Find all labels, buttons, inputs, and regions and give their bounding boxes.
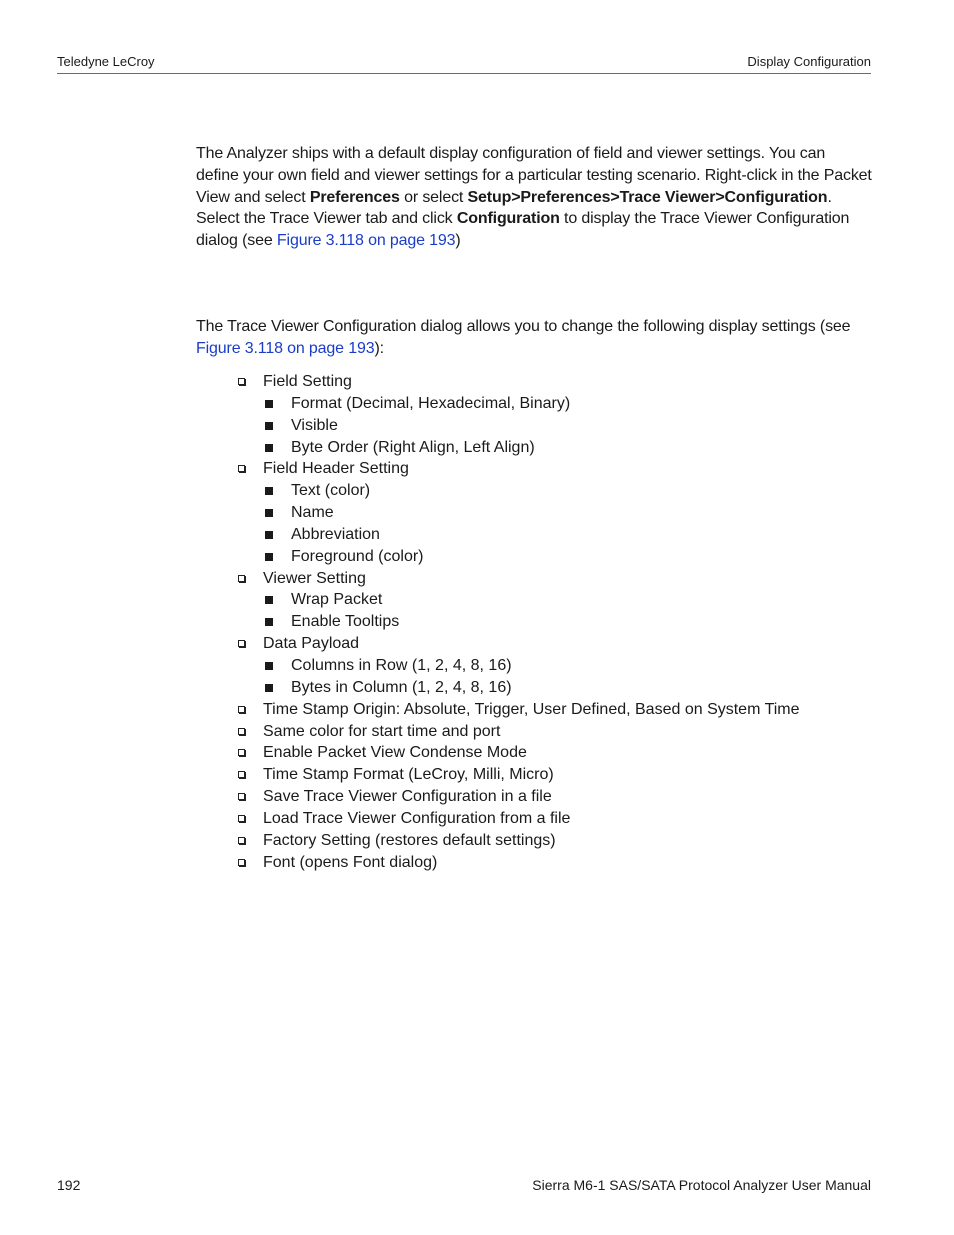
page-number: 192: [57, 1177, 81, 1193]
list-item: [237, 458, 800, 480]
text-run: The Analyzer ships with a default display configuration of field and viewer settings. You can define your own field and viewer settings for a particular testing scenario. Right-click in the Packet View and select: [196, 145, 872, 206]
list-item-label: Same color for start time and port: [263, 722, 501, 740]
list-item-label: Data Payload: [263, 635, 360, 653]
list-item-label: Abbreviation: [291, 525, 380, 543]
checkbox-bullet-icon: [238, 575, 245, 582]
header-company: Teledyne LeCroy: [57, 54, 155, 69]
list-item-label: Field Setting: [263, 373, 352, 390]
checkbox-bullet-icon: [238, 640, 245, 647]
list-item: [237, 699, 800, 721]
square-bullet-icon: [265, 422, 273, 430]
sub-list-item: [237, 480, 800, 502]
sub-list-item: [237, 677, 800, 699]
text-run: The Trace Viewer Configuration dialog allows you to change the following display settings (see: [196, 318, 851, 335]
list-item-label: Foreground (color): [291, 547, 424, 565]
list-item-label: Factory Setting (restores default settings): [263, 831, 556, 849]
sub-list-item: [237, 546, 800, 568]
list-item-label: Load Trace Viewer Configuration from a file: [263, 809, 571, 827]
bold-configuration: Configuration: [456, 210, 560, 228]
list-item: [237, 721, 800, 743]
list-item: [237, 808, 800, 830]
list-item-label: Format (Decimal, Hexadecimal, Binary): [291, 394, 571, 412]
text-run: ): [455, 232, 461, 250]
square-bullet-icon: [265, 487, 273, 495]
list-item: [237, 568, 800, 590]
square-bullet-icon: [265, 553, 273, 561]
list-item-label: Byte Order (Right Align, Left Align): [291, 438, 535, 456]
list-item-label: Name: [291, 504, 334, 522]
checkbox-bullet-icon: [238, 837, 245, 844]
settings-paragraph: [196, 316, 872, 360]
bold-menu-path: Setup>Preferences>Trace Viewer>Configuration: [467, 188, 828, 206]
checkbox-bullet-icon: [238, 815, 245, 822]
settings-list: [237, 371, 800, 873]
intro-paragraph: [196, 143, 872, 252]
checkbox-bullet-icon: [238, 771, 245, 778]
checkbox-bullet-icon: [238, 749, 245, 756]
square-bullet-icon: [265, 684, 273, 692]
checkbox-bullet-icon: [238, 793, 245, 800]
checkbox-bullet-icon: [238, 706, 245, 713]
list-item-label: Enable Packet View Condense Mode: [263, 744, 527, 762]
sub-list-item: [237, 655, 800, 677]
list-item-label: Field Header Setting: [263, 460, 409, 478]
sub-list-item: [237, 589, 800, 611]
square-bullet-icon: [265, 509, 273, 517]
list-item: [237, 830, 800, 852]
sub-list-item: [237, 393, 800, 415]
header-section-title: Display Configuration: [747, 54, 871, 69]
text-run: to display the Trace Viewer Configuration dialog (see: [196, 210, 850, 250]
list-item: [237, 852, 800, 874]
list-item: [237, 764, 800, 786]
square-bullet-icon: [265, 618, 273, 626]
square-bullet-icon: [265, 531, 273, 539]
list-item: [237, 371, 800, 393]
checkbox-bullet-icon: [238, 378, 245, 385]
list-item-label: Columns in Row (1, 2, 4, 8, 16): [291, 656, 512, 674]
sub-list-item: [237, 611, 800, 633]
sub-list-item: [237, 524, 800, 546]
checkbox-bullet-icon: [238, 859, 245, 866]
checkbox-bullet-icon: [238, 465, 245, 472]
list-item: [237, 742, 800, 764]
list-item-label: Visible: [291, 416, 338, 434]
text-run: or select: [399, 188, 468, 206]
list-item-label: Time Stamp Format (LeCroy, Milli, Micro): [263, 766, 554, 784]
list-item: [237, 786, 800, 808]
square-bullet-icon: [265, 444, 273, 452]
list-item-label: Text (color): [291, 482, 371, 500]
list-item-label: Save Trace Viewer Configuration in a file: [263, 788, 552, 806]
list-item-label: Font (opens Font dialog): [263, 853, 438, 871]
list-item: [237, 633, 800, 655]
figure-link[interactable]: Figure 3.118 on page 193: [276, 232, 456, 250]
list-item-label: Viewer Setting: [263, 569, 366, 587]
square-bullet-icon: [265, 596, 273, 604]
sub-list-item: [237, 502, 800, 524]
text-run: . Select the Trace Viewer tab and click: [196, 188, 832, 228]
list-item-label: Time Stamp Origin: Absolute, Trigger, User Defined, Based on System Time: [263, 700, 800, 718]
list-item-label: Bytes in Column (1, 2, 4, 8, 16): [291, 678, 512, 696]
text-run: ):: [374, 339, 384, 357]
square-bullet-icon: [265, 662, 273, 670]
sub-list-item: [237, 415, 800, 437]
square-bullet-icon: [265, 400, 273, 408]
manual-title: Sierra M6-1 SAS/SATA Protocol Analyzer User Manual: [532, 1177, 871, 1193]
figure-link[interactable]: Figure 3.118 on page 193: [196, 339, 375, 357]
page-header: [57, 53, 871, 74]
list-item-label: Wrap Packet: [291, 591, 383, 609]
bold-preferences: Preferences: [309, 188, 400, 206]
sub-list-item: [237, 437, 800, 459]
list-item-label: Enable Tooltips: [291, 613, 400, 631]
checkbox-bullet-icon: [238, 728, 245, 735]
